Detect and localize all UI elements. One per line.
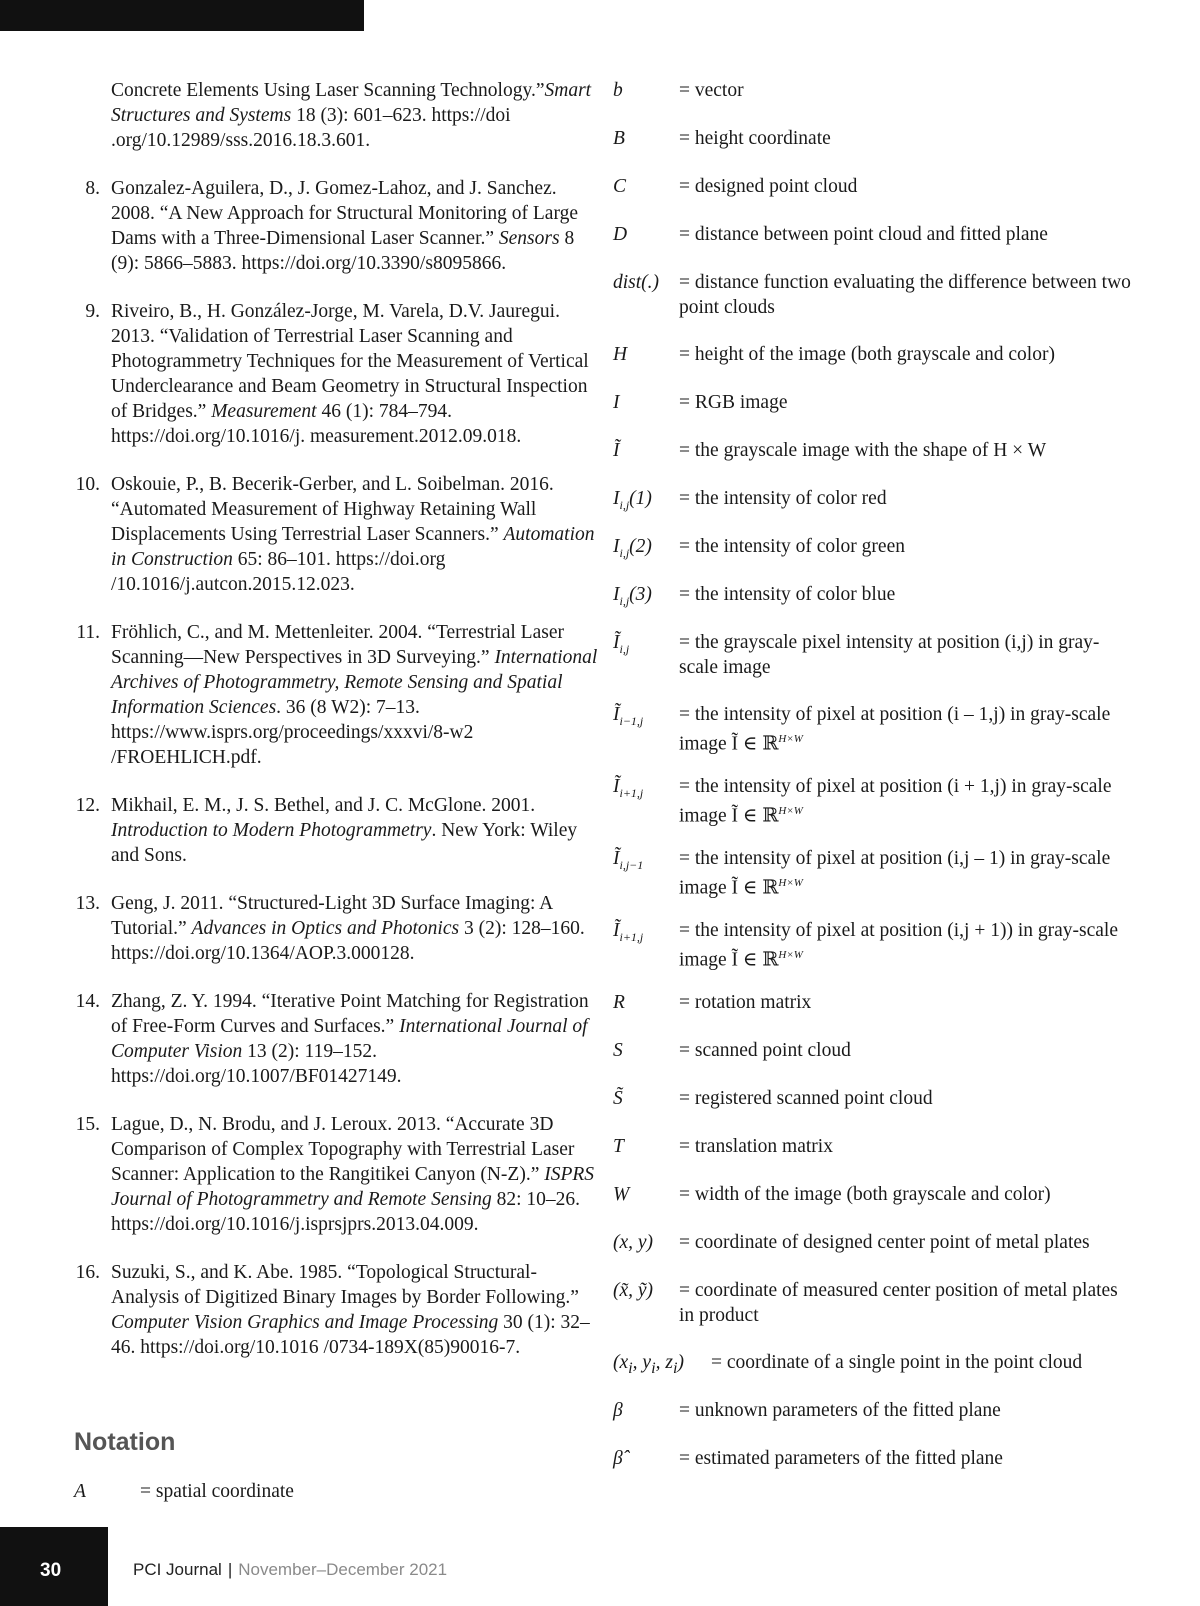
notation-symbol: I: [613, 392, 620, 413]
notation-definition: = coordinate of designed center point of metal plates: [679, 1232, 1090, 1253]
notation-definition: = vector: [679, 80, 744, 101]
reference-authors-title: Mikhail, E. M., J. S. Bethel, and J. C. McGlone. 2001.: [111, 795, 536, 816]
reference-authors-title: Zhang, Z. Y. 1994. “Iterative Point Matching for Registration of Free-Form Curves and Surfaces.”: [111, 991, 589, 1037]
reference-number: 10.: [75, 474, 100, 495]
reference-text: [111, 1260, 598, 1360]
reference-number: 12.: [75, 795, 100, 816]
notation-definition: = width of the image (both grayscale and color): [679, 1184, 1051, 1205]
notation-item: [613, 1446, 1133, 1471]
notation-definition: = spatial coordinate: [140, 1481, 294, 1502]
reference-details: 13 (2): 119–152. https://doi.org/10.1007/BF01427149.: [111, 1041, 402, 1087]
notation-item: [613, 534, 1133, 566]
notation-symbol: H: [613, 344, 628, 365]
notation-definition: = registered scanned point cloud: [679, 1088, 933, 1109]
notation-definition: = the intensity of pixel at position (i + 1,j) in gray-scale image Ĩ ∈ ℝ$^{H\times W}$: [679, 776, 1112, 827]
reference-item: [68, 891, 598, 966]
notation-definition: = distance between point cloud and fitted plane: [679, 224, 1048, 245]
notation-item-first: [74, 1481, 294, 1503]
reference-text: [111, 176, 598, 276]
notation-symbol: $I_{i,j}(3)$: [613, 584, 652, 608]
notation-definition: = scanned point cloud: [679, 1040, 851, 1061]
notation-symbol: T: [613, 1136, 624, 1157]
notation-item: [613, 270, 1133, 320]
notation-definition: = the intensity of pixel at position (i,j + 1)) in gray-scale image Ĩ ∈ ℝ$^{H\times W}$: [679, 920, 1118, 971]
reference-authors-title: Gonzalez-Aguilera, D., J. Gomez-Lahoz, and J. Sanchez. 2008. “A New Approach for Structural Monitoring of Large Dams with a Three-Dimensional Laser Scanner.”: [111, 178, 578, 249]
notation-item: [613, 990, 1133, 1015]
notation-symbol: W: [613, 1184, 630, 1205]
reference-item: [68, 78, 598, 153]
notation-item: [613, 78, 1133, 103]
reference-source: Introduction to Modern Photogrammetry: [111, 820, 432, 841]
notation-item: [613, 438, 1133, 463]
notation-item: [613, 390, 1133, 415]
notation-definition: = coordinate of a single point in the point cloud: [711, 1352, 1083, 1373]
notation-definition: = the intensity of pixel at position (i – 1,j) in gray-scale image Ĩ ∈ ℝ$^{H\times W}$: [679, 704, 1111, 755]
notation-item: [613, 582, 1133, 614]
reference-number: 9.: [85, 301, 100, 322]
footer: [133, 1560, 447, 1580]
reference-source: Sensors: [498, 228, 560, 249]
notation-symbol: C: [613, 176, 627, 197]
notation-item: [613, 1038, 1133, 1063]
notation-item: [613, 918, 1133, 973]
reference-authors-title: Oskouie, P., B. Becerik-Gerber, and L. Soibelman. 2016. “Automated Measurement of Highway Retaining Wall Displacements Using Terrestrial Laser Scanners.”: [111, 474, 554, 545]
reference-source: International Archives of Photogrammetry, Remote Sensing and Spatial Information Sciences: [111, 647, 598, 718]
notation-item: [613, 630, 1133, 680]
notation-symbol: R: [613, 992, 625, 1013]
notation-symbol: dist(.): [613, 272, 660, 293]
reference-text: [111, 989, 598, 1089]
reference-source: ISPRS Journal of Photogrammetry and Remote Sensing: [111, 1164, 595, 1210]
reference-number: 15.: [75, 1114, 100, 1135]
notation-definition: = the intensity of color blue: [679, 584, 896, 605]
reference-number: 11.: [76, 622, 100, 643]
notation-item: [613, 1182, 1133, 1207]
reference-source: Measurement: [211, 401, 317, 422]
reference-details: 82: 10–26. https://doi.org/10.1016/j.isprsjprs.2013.04.009.: [111, 1189, 581, 1235]
reference-number: 14.: [75, 991, 100, 1012]
notation-symbol: $I_{i,j}(2)$: [613, 536, 652, 560]
reference-source: Automation in Construction: [111, 524, 595, 570]
notation-symbol: $Ĩ_{i-1,j}$: [613, 704, 644, 728]
notation-definition: = height of the image (both grayscale and color): [679, 344, 1055, 365]
reference-authors-title: Concrete Elements Using Laser Scanning Technology.”: [111, 80, 545, 101]
reference-source: Smart Structures and Systems: [111, 80, 592, 126]
reference-details: . New York: Wiley and Sons.: [111, 820, 578, 866]
reference-details: 65: 86–101. https://doi.org /10.1016/j.autcon.2015.12.023.: [111, 549, 446, 595]
issue-date: November–December 2021: [238, 1560, 448, 1579]
reference-details: 30 (1): 32–46. https://doi.org/10.1016 /0734-189X(85)90016-7.: [111, 1312, 590, 1358]
reference-item: [68, 176, 598, 276]
reference-item: [68, 299, 598, 449]
reference-text: [111, 299, 598, 449]
notation-definition: = rotation matrix: [679, 992, 812, 1013]
page-number: 30: [40, 1560, 62, 1581]
notation-symbol: (x̃, ỹ): [613, 1280, 654, 1301]
notation-item: [613, 174, 1133, 199]
notation-item: [613, 1398, 1133, 1423]
notation-symbol: ($x_i$, $y_i$, $z_i$): [613, 1352, 684, 1377]
reference-source: Computer Vision Graphics and Image Processing: [111, 1312, 499, 1333]
notation-item: [613, 486, 1133, 518]
journal-name: PCI Journal: [133, 1560, 222, 1579]
reference-item: [68, 1260, 598, 1360]
notation-symbol: $Ĩ_{i+1,j}$: [613, 920, 644, 944]
reference-authors-title: Riveiro, B., H. González-Jorge, M. Varela, D.V. Jauregui. 2013. “Validation of Terrestrial Laser Scanning and Photogrammetry Techniques for the Measurement of Vertical Underclearance and Beam Geometry in Structural Inspection of Bridges.”: [111, 301, 589, 422]
notation-symbol: S: [613, 1040, 623, 1061]
notation-definition: = distance function evaluating the difference between two point clouds: [679, 272, 1131, 318]
notation-definition: = estimated parameters of the fitted plane: [679, 1448, 1003, 1469]
notation-symbol: A: [74, 1481, 86, 1502]
reference-text: [111, 472, 598, 597]
reference-number: 16.: [75, 1262, 100, 1283]
reference-source: International Journal of Computer Vision: [111, 1016, 588, 1062]
notation-definition: = RGB image: [679, 392, 788, 413]
notation-symbol: (x, y): [613, 1232, 654, 1253]
notation-item: [613, 1278, 1133, 1328]
notation-item: [613, 1230, 1133, 1255]
notation-definition: = the grayscale pixel intensity at position (i,j) in gray-scale image: [679, 632, 1100, 678]
notation-item: [613, 126, 1133, 151]
notation-definition: = unknown parameters of the fitted plane: [679, 1400, 1001, 1421]
reference-details: 18 (3): 601–623. https://doi .org/10.12989/sss.2016.18.3.601.: [111, 105, 511, 151]
reference-details: . 36 (8 W2): 7–13. https://www.isprs.org/proceedings/xxxvi/8-w2 /FROEHLICH.pdf.: [111, 697, 474, 768]
notation-symbol: $Ĩ_{i+1,j}$: [613, 776, 644, 800]
reference-authors-title: Lague, D., N. Brodu, and J. Leroux. 2013. “Accurate 3D Comparison of Complex Topography with Terrestrial Laser Scanner: Application to the Rangitikei Canyon (N-Z).”: [111, 1114, 575, 1185]
reference-details: 3 (2): 128–160. https://doi.org/10.1364/AOP.3.000128.: [111, 918, 585, 964]
notation-symbol: β: [613, 1400, 623, 1421]
notation-symbol: β̂: [613, 1448, 623, 1469]
reference-text: [111, 78, 598, 153]
notation-symbol: $Ĩ_{i,j}$: [613, 632, 630, 656]
reference-details: 8 (9): 5866–5883. https://doi.org/10.3390/s8095866.: [111, 228, 575, 274]
notation-symbol: b: [613, 80, 623, 101]
notation-heading: Notation: [74, 1428, 176, 1456]
notation-definition: = designed point cloud: [679, 176, 858, 197]
notation-item: [613, 774, 1133, 829]
notation-symbol: Ĩ: [613, 440, 620, 461]
notation-item: [613, 1134, 1133, 1159]
reference-text: [111, 1112, 598, 1237]
notation-definition: = the intensity of color red: [679, 488, 887, 509]
reference-number: [68, 78, 111, 153]
notation-item: [613, 342, 1133, 367]
reference-text: [111, 620, 598, 770]
notation-symbol: B: [613, 128, 625, 149]
notation-definition: = the grayscale image with the shape of H × W: [679, 440, 1047, 461]
notation-item: [613, 846, 1133, 901]
notation-symbol: $I_{i,j}(1)$: [613, 488, 652, 512]
reference-item: [68, 793, 598, 868]
reference-item: [68, 472, 598, 597]
reference-text: [111, 891, 598, 966]
notation-symbol: $Ĩ_{i,j-1}$: [613, 848, 644, 872]
notation-definition: = the intensity of color green: [679, 536, 905, 557]
notation-item: [613, 1350, 1133, 1381]
header-bar: [0, 0, 364, 31]
reference-item: [68, 989, 598, 1089]
notation-item: [613, 1086, 1133, 1111]
notation-symbol: D: [613, 224, 628, 245]
reference-item: [68, 1112, 598, 1237]
notation-item: [613, 702, 1133, 757]
footer-separator: |: [227, 1560, 233, 1579]
reference-authors-title: Suzuki, S., and K. Abe. 1985. “Topological Structural-Analysis of Digitized Binary Images by Border Following.”: [111, 1262, 579, 1308]
reference-number: 13.: [75, 893, 100, 914]
reference-list: [68, 78, 598, 1383]
reference-details: 46 (1): 784–794. https://doi.org/10.1016/j. measurement.2012.09.018.: [111, 401, 522, 447]
reference-authors-title: Geng, J. 2011. “Structured-Light 3D Surface Imaging: A Tutorial.”: [111, 893, 553, 939]
notation-definition: = height coordinate: [679, 128, 831, 149]
notation-symbol: S̃: [613, 1088, 623, 1109]
notation-definition: = the intensity of pixel at position (i,j – 1) in gray-scale image Ĩ ∈ ℝ$^{H\times W}$: [679, 848, 1111, 899]
reference-item: [68, 620, 598, 770]
reference-text: [111, 793, 598, 868]
notation-item: [613, 222, 1133, 247]
reference-number: 8.: [85, 178, 100, 199]
reference-authors-title: Fröhlich, C., and M. Mettenleiter. 2004. “Terrestrial Laser Scanning—New Perspectives in 3D Surveying.”: [111, 622, 564, 668]
notation-definition: = coordinate of measured center position of metal plates in product: [679, 1280, 1118, 1326]
notation-definition: = translation matrix: [679, 1136, 833, 1157]
reference-source: Advances in Optics and Photonics: [191, 918, 460, 939]
